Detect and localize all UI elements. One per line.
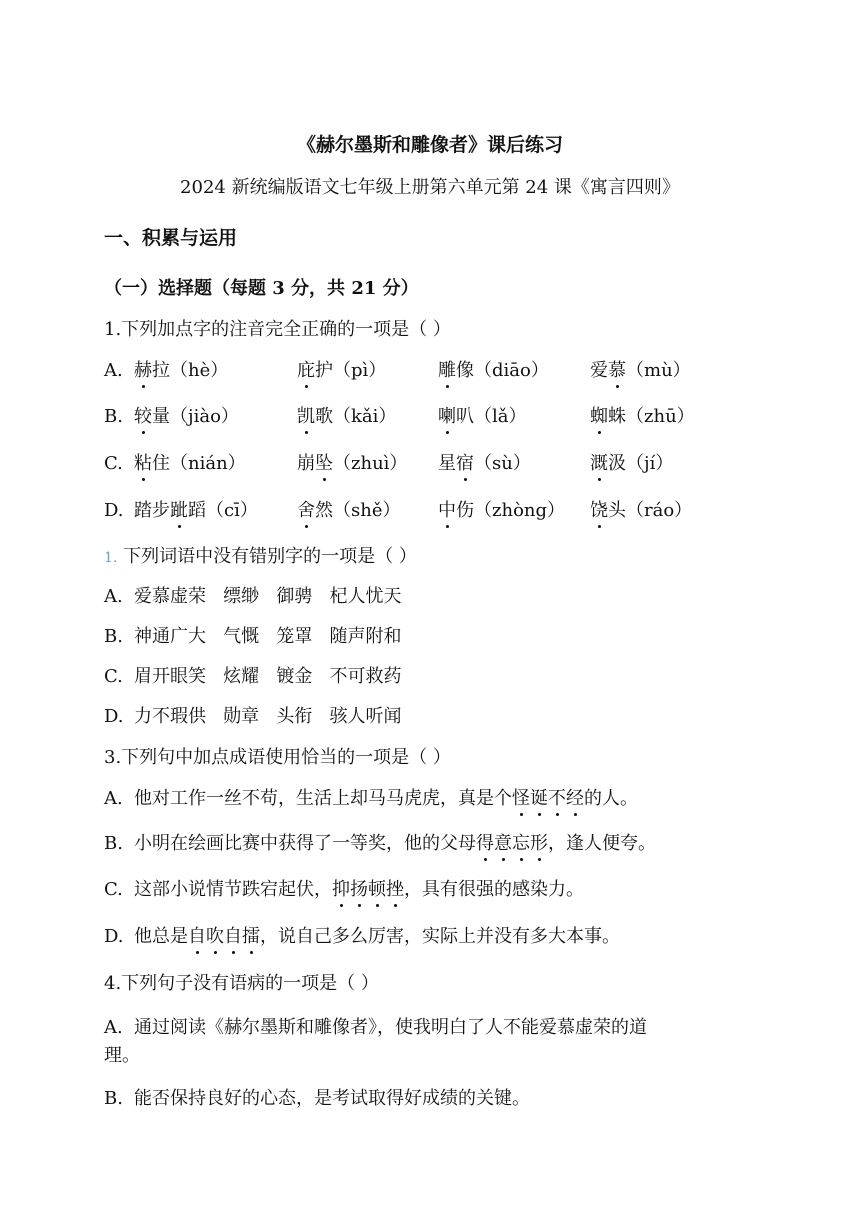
question-1-word	[590, 499, 692, 523]
word-text: 头（ráo）	[608, 500, 693, 521]
question-1-word	[438, 405, 527, 429]
subsection-heading: （一）选择题（每题 3 分，共 21 分）	[104, 278, 419, 299]
word-text: 星	[438, 453, 456, 474]
question-1-word	[438, 359, 549, 383]
question-2-option-text: 眉开眼笑 炫耀 镀金 不可救药	[134, 666, 402, 687]
dotted-idiom	[332, 879, 404, 900]
word-text: （mù）	[626, 360, 691, 381]
question-1-word	[438, 452, 531, 476]
sentence-text: 的人。	[584, 788, 638, 809]
question-4-option-b-label: B.	[104, 1088, 123, 1109]
word-text: 爱	[590, 360, 608, 381]
dotted-character: 扬	[350, 879, 368, 900]
question-1-word	[134, 359, 228, 383]
dotted-character: 粘	[134, 453, 152, 474]
dotted-character: 雕	[438, 360, 456, 381]
document-title: 《赫尔墨斯和雕像者》课后练习	[296, 134, 563, 156]
dotted-character: 自	[224, 926, 242, 947]
question-1-word	[297, 359, 386, 383]
dotted-character: 跐	[170, 500, 188, 521]
sentence-text: 小明在绘画比赛中获得了一等奖，他的父母	[134, 833, 476, 854]
dotted-character: 慕	[608, 360, 626, 381]
question-3-option-label: B.	[104, 833, 123, 854]
dotted-character: 忘	[512, 833, 530, 854]
question-1-word	[134, 499, 258, 523]
dotted-character: 蜘	[590, 406, 608, 427]
dotted-character: 较	[134, 406, 152, 427]
dotted-character: 擂	[242, 926, 260, 947]
word-text: 伤（zhòng）	[456, 500, 566, 521]
dotted-character: 坠	[315, 453, 333, 474]
question-2-text: 下列词语中没有错别字的一项是（ ）	[123, 546, 417, 567]
word-text: 然（shě）	[315, 500, 401, 521]
question-3-option-label: C.	[104, 879, 123, 900]
dotted-character: 得	[476, 833, 494, 854]
sentence-text: 这部小说情节跌宕起伏，	[134, 879, 332, 900]
question-1-option-label: C.	[104, 453, 123, 474]
word-text: 蹈（cī）	[188, 500, 258, 521]
question-2-option-label: D.	[104, 706, 124, 727]
word-text: 歌（kǎi）	[315, 406, 397, 427]
question-1-word	[297, 452, 407, 476]
question-2-option-text: 神通广大 气慨 笼罩 随声附和	[134, 626, 402, 647]
sentence-text: ，说自己多么厉害，实际上并没有多大本事。	[260, 926, 620, 947]
sentence-text: ，逢人便夸。	[548, 833, 656, 854]
question-4-option-a-line1: 通过阅读《赫尔墨斯和雕像者》，使我明白了人不能爱慕虚荣的道	[134, 1017, 647, 1038]
question-1-option-label: B.	[104, 406, 123, 427]
question-4-stem: 4.下列句子没有语病的一项是（ ）	[104, 973, 379, 994]
word-text: 量（jiào）	[152, 406, 239, 427]
question-1-word	[134, 452, 246, 476]
question-1-word	[590, 359, 691, 383]
question-1-word	[134, 405, 239, 429]
dotted-idiom	[188, 926, 260, 947]
dotted-character: 庇	[297, 360, 315, 381]
dotted-character: 不	[548, 788, 566, 809]
dotted-character: 饶	[590, 500, 608, 521]
dotted-idiom	[476, 833, 548, 854]
section-heading: 一、积累与运用	[104, 227, 238, 249]
question-1-word	[438, 499, 565, 523]
question-3-option-sentence	[134, 925, 620, 949]
question-1-word	[297, 499, 400, 523]
question-3-option-sentence	[134, 832, 656, 856]
dotted-character: 形	[530, 833, 548, 854]
dotted-idiom	[512, 788, 584, 809]
word-text: 踏步	[134, 500, 170, 521]
question-2-option-text: 力不瑕供 勋章 头衔 骇人听闻	[134, 706, 402, 727]
dotted-character: 自	[188, 926, 206, 947]
dotted-character: 舍	[297, 500, 315, 521]
question-3-stem: 3.下列句中加点成语使用恰当的一项是（ ）	[104, 747, 451, 768]
question-3-option-label: D.	[104, 926, 124, 947]
word-text: （sù）	[474, 453, 531, 474]
dotted-character: 凯	[297, 406, 315, 427]
dotted-character: 经	[566, 788, 584, 809]
question-2-stem	[104, 545, 417, 570]
dotted-character: 中	[438, 500, 456, 521]
sentence-text: ，具有很强的感染力。	[404, 879, 584, 900]
question-2-number: 1.	[104, 550, 118, 566]
question-1-word	[590, 405, 695, 429]
word-text: 崩	[297, 453, 315, 474]
word-text: 住（nián）	[152, 453, 246, 474]
dotted-character: 宿	[456, 453, 474, 474]
word-text: 拉（hè）	[152, 360, 229, 381]
question-4-option-a-line2: 理。	[104, 1045, 140, 1066]
word-text: 蛛（zhū）	[608, 406, 695, 427]
question-2-option-text: 爱慕虚荣 缥缈 御骋 杞人忧天	[134, 586, 402, 607]
question-1-word	[590, 452, 673, 476]
sentence-text: 他对工作一丝不苟，生活上却马马虎虎，真是个	[134, 788, 512, 809]
dotted-character: 赫	[134, 360, 152, 381]
question-1-option-label: A.	[104, 360, 123, 381]
dotted-character: 溉	[590, 453, 608, 474]
sentence-text: 他总是	[134, 926, 188, 947]
question-3-option-sentence	[134, 787, 638, 811]
word-text: 护（pì）	[315, 360, 387, 381]
dotted-character: 抑	[332, 879, 350, 900]
word-text: 叭（lǎ）	[456, 406, 527, 427]
question-3-option-sentence	[134, 878, 584, 902]
dotted-character: 喇	[438, 406, 456, 427]
question-4-option-b-text: 能否保持良好的心态，是考试取得好成绩的关键。	[134, 1088, 530, 1109]
question-4-option-a-label: A.	[104, 1017, 123, 1038]
dotted-character: 顿	[368, 879, 386, 900]
document-subtitle: 2024 新统编版语文七年级上册第六单元第 24 课《寓言四则》	[180, 177, 680, 198]
question-2-option-label: A.	[104, 586, 123, 607]
word-text: 汲（jí）	[608, 453, 674, 474]
word-text: （zhuì）	[333, 453, 408, 474]
question-3-option-label: A.	[104, 788, 123, 809]
word-text: 像（diāo）	[456, 360, 549, 381]
dotted-character: 怪	[512, 788, 530, 809]
dotted-character: 诞	[530, 788, 548, 809]
dotted-character: 挫	[386, 879, 404, 900]
dotted-character: 吹	[206, 926, 224, 947]
question-2-option-label: C.	[104, 666, 123, 687]
dotted-character: 意	[494, 833, 512, 854]
question-1-stem: 1.下列加点字的注音完全正确的一项是（ ）	[104, 319, 451, 340]
question-1-option-label: D.	[104, 500, 124, 521]
question-1-word	[297, 405, 396, 429]
question-2-option-label: B.	[104, 626, 123, 647]
